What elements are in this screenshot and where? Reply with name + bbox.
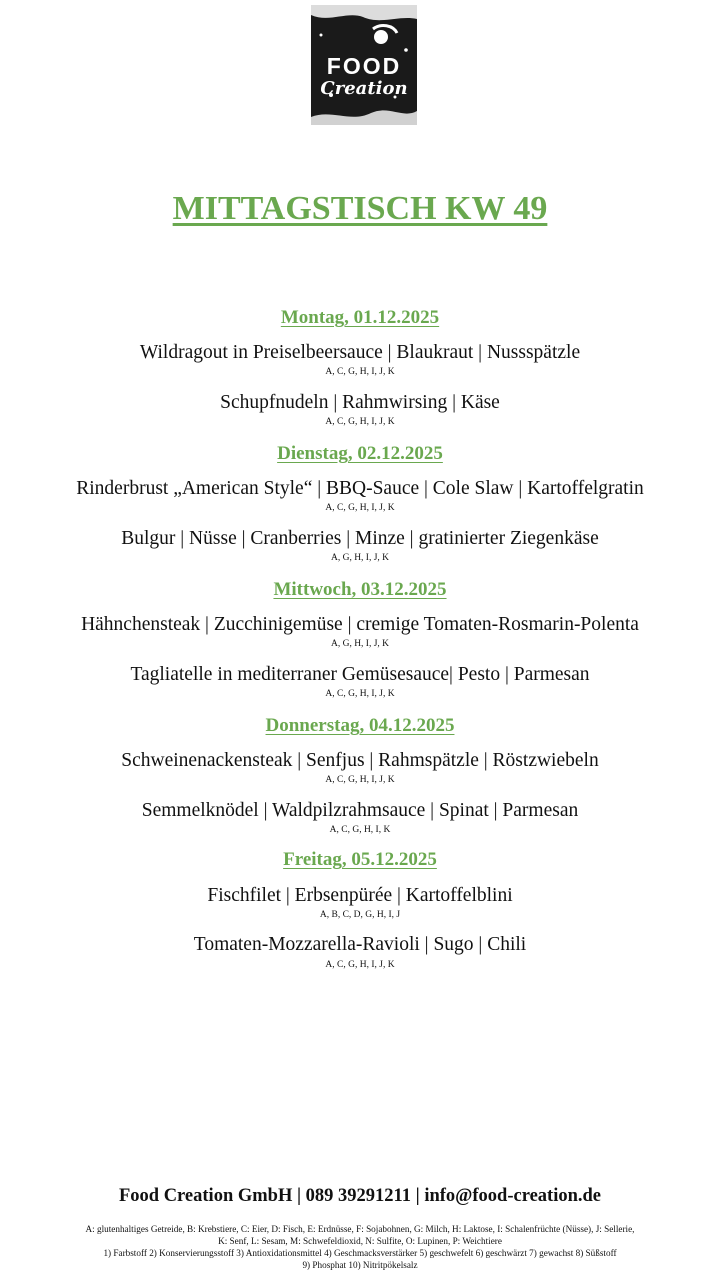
dish-allergens: A, C, G, H, I, J, K (325, 960, 395, 970)
dish-allergens: A, C, G, H, I, J, K (325, 503, 395, 513)
dish-allergens: A, C, G, H, I, J, K (325, 689, 395, 699)
dish-name: Hähnchensteak | Zucchinigemüse | cremige Tomaten-Rosmarin-Polenta (81, 614, 639, 635)
dish-allergens: A, C, G, H, I, J, K (325, 417, 395, 427)
allergen-legend-line: A: glutenhaltiges Getreide, B: Krebstiere, C: Eier, D: Fisch, E: Erdnüsse, F: Sojabohnen, G: Milch, H: Laktose, I: Schalenfrüchte (Nüsse), J: Sellerie, (85, 1224, 635, 1234)
day-heading-friday: Freitag, 05.12.2025 (283, 849, 437, 870)
dish-allergens: A, C, G, H, I, K (329, 825, 391, 835)
day-heading-monday: Montag, 01.12.2025 (280, 307, 440, 328)
dish-name: Schupfnudeln | Rahmwirsing | Käse (220, 392, 500, 413)
dish-allergens: A, C, G, H, I, J, K (325, 367, 395, 377)
logo-word-creation: Creation (320, 78, 408, 99)
dish-name: Semmelknödel | Waldpilzrahmsauce | Spinat | Parmesan (141, 800, 579, 821)
food-creation-logo (311, 5, 417, 125)
dish-allergens: A, G, H, I, J, K (330, 553, 390, 563)
dish-allergens: A, C, G, H, I, J, K (325, 775, 395, 785)
dish-name: Tagliatelle in mediterraner Gemüsesauce| Pesto | Parmesan (130, 664, 590, 685)
dish-name: Bulgur | Nüsse | Cranberries | Minze | gratinierter Ziegenkäse (121, 528, 599, 549)
logo-word-food: FOOD (326, 53, 402, 79)
allergen-legend-line: K: Senf, L: Sesam, M: Schwefeldioxid, N: Sulfite, O: Lupinen, P: Weichtiere (218, 1236, 502, 1246)
additive-legend-line: 1) Farbstoff 2) Konservierungsstoff 3) Antioxidationsmittel 4) Geschmacksverstärker 5) geschwefelt 6) geschwärzt 7) gewachst 8) Süßstoff (103, 1248, 617, 1258)
day-heading-tuesday: Dienstag, 02.12.2025 (277, 443, 443, 464)
day-heading-thursday: Donnerstag, 04.12.2025 (265, 715, 455, 736)
page-title: MITTAGSTISCH KW 49 (172, 190, 548, 227)
dish-allergens: A, G, H, I, J, K (330, 639, 390, 649)
dish-allergens: A, B, C, D, G, H, I, J (319, 910, 401, 920)
dish-name: Fischfilet | Erbsenpürée | Kartoffelblini (207, 885, 513, 906)
dish-name: Rinderbrust „American Style“ | BBQ-Sauce | Cole Slaw | Kartoffelgratin (76, 478, 644, 499)
dish-name: Schweinenackensteak | Senfjus | Rahmspätzle | Röstzwiebeln (121, 750, 599, 771)
dish-name: Tomaten-Mozzarella-Ravioli | Sugo | Chili (193, 934, 527, 955)
day-heading-wednesday: Mittwoch, 03.12.2025 (273, 579, 447, 600)
dish-name: Wildragout in Preiselbeersauce | Blaukraut | Nussspätzle (139, 342, 581, 363)
additive-legend-line: 9) Phosphat 10) Nitritpökelsalz (302, 1260, 418, 1270)
footer-contact: Food Creation GmbH | 089 39291211 | info@food-creation.de (118, 1186, 602, 1206)
